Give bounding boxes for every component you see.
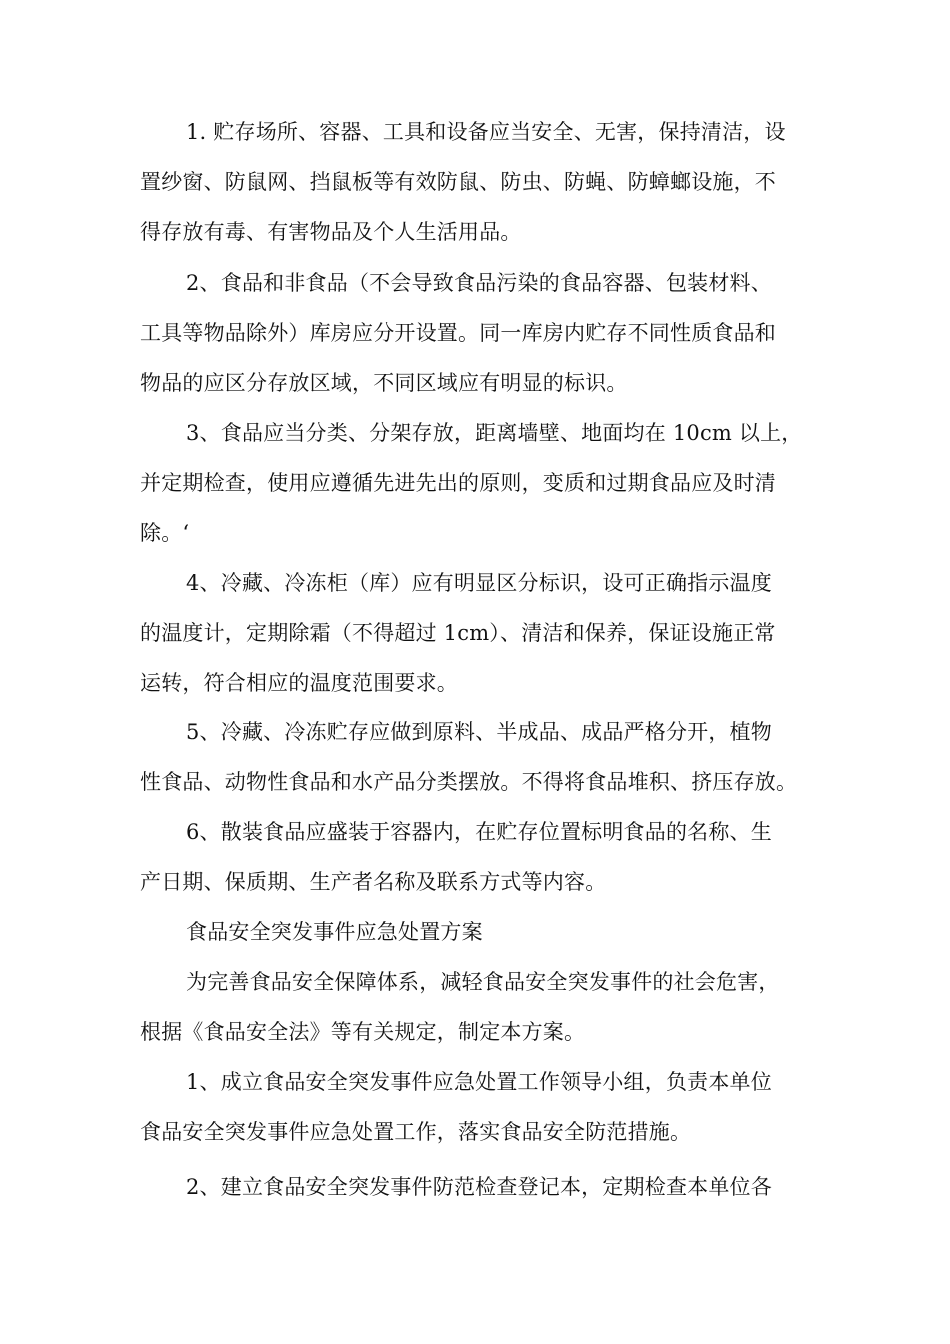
text-line: 食品安全突发事件应急处置工作，落实食品安全防范措施。 bbox=[140, 1120, 692, 1144]
text-line: 2、建立食品安全突发事件防范检查登记本，定期检查本单位各 bbox=[186, 1175, 772, 1199]
text-line: 性食品、动物性食品和水产品分类摆放。不得将食品堆积、挤压存放。 bbox=[140, 770, 798, 794]
text-line: 产日期、保质期、生产者名称及联系方式等内容。 bbox=[140, 870, 607, 894]
text-line: 工具等物品除外）库房应分开设置。同一库房内贮存不同性质食品和 bbox=[140, 321, 776, 345]
section-heading: 食品安全突发事件应急处置方案 bbox=[186, 920, 483, 944]
text-line: 3、食品应当分类、分架存放，距离墙壁、地面均在 10cm 以上， bbox=[186, 421, 803, 445]
text-line: 2、食品和非食品（不会导致食品污染的食品容器、包装材料、 bbox=[186, 271, 772, 295]
text-line: 的温度计，定期除霜（不得超过 1cm）、清洁和保养，保证设施正常 bbox=[140, 621, 776, 645]
text-line: 并定期检查，使用应遵循先进先出的原则，变质和过期食品应及时清 bbox=[140, 471, 776, 495]
text-line: 5、冷藏、冷冻贮存应做到原料、半成品、成品严格分开，植物 bbox=[186, 720, 772, 744]
text-line: 除。‘ bbox=[140, 521, 190, 545]
text-line: 置纱窗、防鼠网、挡鼠板等有效防鼠、防虫、防蝇、防蟑螂设施，不 bbox=[140, 170, 776, 194]
text-line: 运转，符合相应的温度范围要求。 bbox=[140, 671, 458, 695]
text-line: 为完善食品安全保障体系，减轻食品安全突发事件的社会危害， bbox=[186, 970, 780, 994]
text-line: 4、冷藏、冷冻柜（库）应有明显区分标识，设可正确指示温度 bbox=[186, 571, 772, 595]
text-line: 1. 贮存场所、容器、工具和设备应当安全、无害，保持清洁，设 bbox=[186, 120, 786, 144]
text-line: 6、散装食品应盛装于容器内，在贮存位置标明食品的名称、生 bbox=[186, 820, 772, 844]
text-line: 物品的应区分存放区域，不同区域应有明显的标识。 bbox=[140, 371, 628, 395]
text-line: 1、成立食品安全突发事件应急处置工作领导小组，负责本单位 bbox=[186, 1070, 772, 1094]
text-line: 根据《食品安全法》等有关规定，制定本方案。 bbox=[140, 1020, 586, 1044]
text-line: 得存放有毒、有害物品及个人生活用品。 bbox=[140, 220, 522, 244]
